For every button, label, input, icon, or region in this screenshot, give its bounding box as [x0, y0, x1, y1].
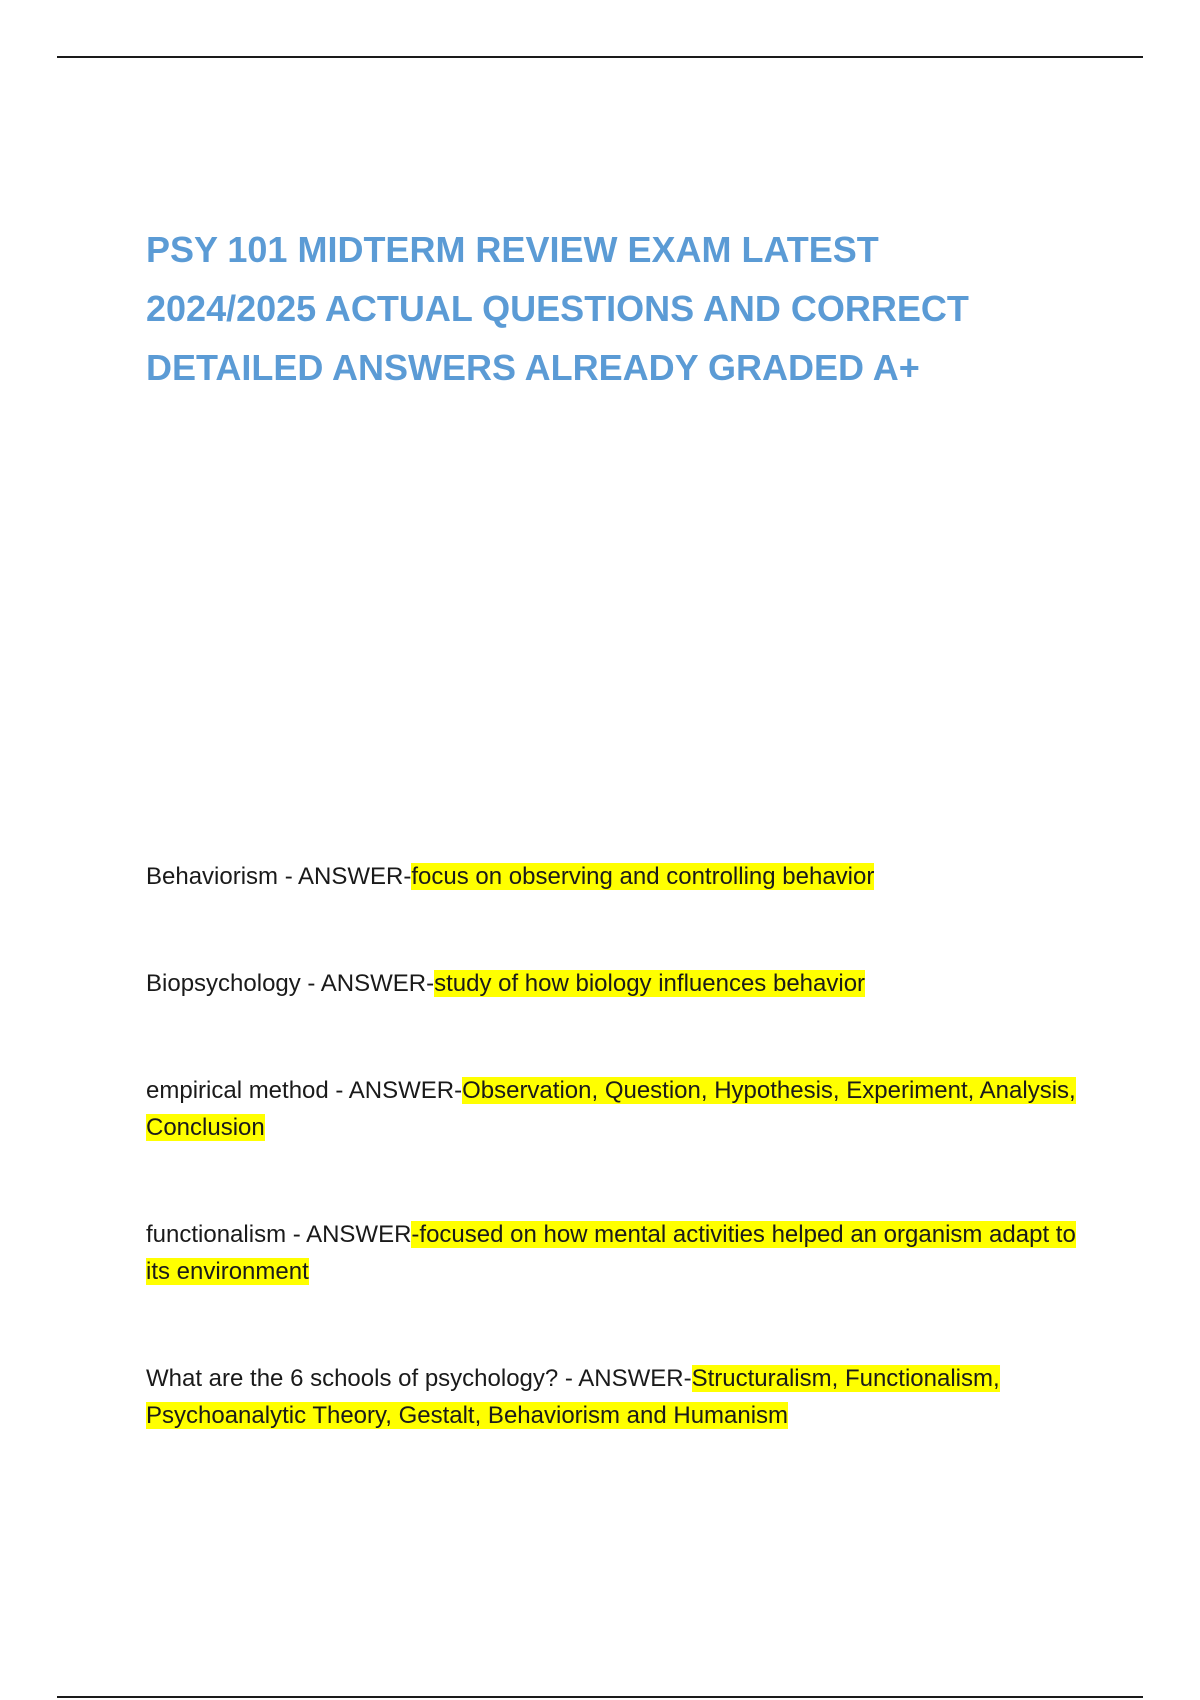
qa-term: Behaviorism - ANSWER-	[146, 863, 412, 890]
qa-term: functionalism - ANSWER	[146, 1221, 412, 1248]
qa-item-empirical-method	[146, 1072, 1086, 1146]
title-line-3: DETAILED ANSWERS ALREADY GRADED A+	[146, 347, 920, 388]
qa-answer-highlighted: Observation, Question, Hypothesis, Experiment, Analysis, Conclusion	[146, 1077, 1076, 1141]
title-line-2: 2024/2025 ACTUAL QUESTIONS AND CORRECT	[146, 288, 969, 329]
document-title	[146, 220, 1106, 397]
qa-term: empirical method - ANSWER-	[146, 1077, 463, 1104]
qa-item-biopsychology	[146, 965, 1086, 1002]
qa-term: Biopsychology - ANSWER-	[146, 970, 435, 997]
bottom-rule	[57, 1696, 1143, 1698]
title-line-1: PSY 101 MIDTERM REVIEW EXAM LATEST	[146, 229, 879, 270]
qa-answer-highlighted: Structuralism, Functionalism, Psychoanalytic Theory, Gestalt, Behaviorism and Humanism	[146, 1365, 1000, 1429]
qa-term: What are the 6 schools of psychology? - ANSWER-	[146, 1365, 692, 1392]
top-rule	[57, 56, 1143, 58]
qa-item-functionalism	[146, 1216, 1086, 1290]
qa-answer-highlighted: -focused on how mental activities helped an organism adapt to its environment	[146, 1221, 1076, 1285]
qa-answer-highlighted: focus on observing and controlling behavior	[411, 863, 875, 890]
qa-item-behaviorism	[146, 858, 1086, 895]
qa-answer-highlighted: study of how biology influences behavior	[434, 970, 866, 997]
qa-item-schools-of-psychology	[146, 1360, 1086, 1434]
